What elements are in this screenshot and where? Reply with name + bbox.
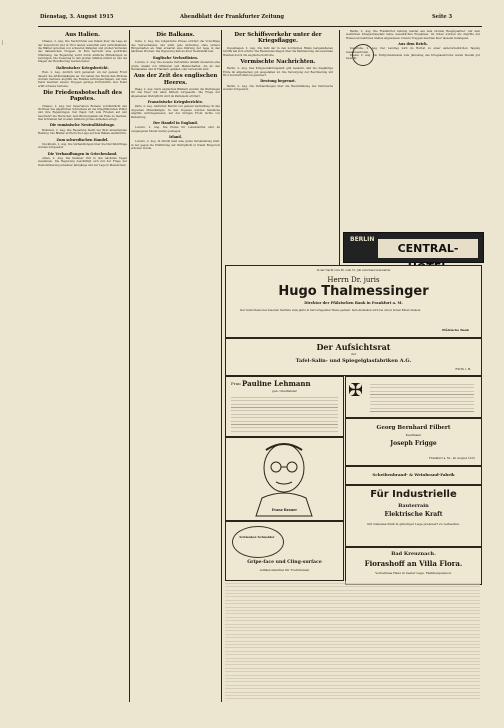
- frigge-name: Joseph Frigge: [390, 440, 437, 447]
- notice-iron-cross: [345, 376, 482, 418]
- article-paragraph: London, 2. Aug. In Dublin fand eine große Versammlung statt, in der gegen die Einführung der Wehrpflicht in Irland Einspruch erhoben wurde.: [131, 140, 220, 151]
- city-seal-icon: [352, 44, 374, 66]
- article-subheading: Französische Kriegsberichte.: [147, 100, 204, 105]
- central-hotel-city: BERLIN: [350, 236, 375, 243]
- small-ads-block: [225, 581, 480, 701]
- article-subheading: Englische Verlustlisten.: [152, 55, 199, 60]
- iron-cross-text-block: [370, 382, 474, 412]
- board-company: Tafel-Salin- und Spiegelglasfabriken A.G.: [295, 358, 412, 364]
- article-paragraph: London, 2. Aug. Die Preise für Lebensmittel sind im vergangenen Monat weiter gestiegen.: [131, 126, 220, 133]
- article-paragraph: Chiasso, 2. Aug. Der Osservatore Romano veröffentlicht den Wortlaut des päpstlichen Schreibens an die kriegführenden Völker und ihre Regierungen. Der Papst ruft zum Frieden auf und beschwört die Herrscher, dem Blutvergießen ein Ende zu machen. Das Schreiben hat in allen Ländern großes Aufsehen erregt.: [38, 104, 127, 122]
- article-paragraph: Haag, 2. Aug. Nach englischen Blättern werden die Werbungen für das Heer mit allen Mitteln fortgesetzt. Die Frage der allgemeinen Wehrpflicht wird im Parlament erörtert.: [131, 88, 220, 98]
- article-subheading: Italienischer Kriegsbericht.: [56, 65, 109, 70]
- article-heading: Der Schiffsverkehr unter der Kriegsflagge.: [234, 32, 322, 45]
- notice-filbert: [345, 418, 482, 466]
- article-subheading: Aus dem Reich.: [398, 42, 428, 47]
- obituary-role: Direktor der Pfälzischen Bank in Frankfurt a. M.: [304, 301, 403, 305]
- article-paragraph: Kopenhagen, 2. Aug. Die Zahl der in den nordischen Häfen festgehaltenen Schiffe hat sich erhöht. Die Reedereien klagen über die Behinderung des neutralen Handels durch die englische Kontrolle.: [223, 46, 333, 57]
- glaser-sub: Adhäsionsmittel für Treibriemen: [259, 568, 310, 572]
- stockist-text: Scheibenbrand- & Weinbrand-Fabrik: [372, 472, 455, 477]
- lehmann-text-block: [231, 395, 338, 433]
- column-divider: [129, 30, 130, 702]
- obituary-body: Der Verstorbene hat unserem Institute viele Jahre in hervorragender Weise gedient. Sein Andenken wird bei uns in hohen Ehren bleiben.: [240, 309, 422, 312]
- column-2: [131, 30, 220, 702]
- article-paragraph: Stockholm, 2. Aug. Die Verhandlungen über die Durchfuhrfrage werden fortgesetzt.: [38, 142, 127, 150]
- board-place: Fürth i. B.: [455, 367, 471, 371]
- portrait-ad: [225, 437, 344, 521]
- article-subheading: Zum schwedischen Handel.: [56, 137, 109, 142]
- article-heading: Die Friedensbotschaft des Papstes.: [43, 89, 122, 103]
- column-1: [38, 30, 127, 702]
- kreuznach-name: Fiorashoff an Villa Flora.: [364, 559, 463, 568]
- obituary-name: Hugo Thalmessinger: [278, 284, 429, 299]
- industry-sub: Bauterrain: [398, 503, 429, 509]
- industry-body: mit Gleisanschluß in günstiger Lage preiswert zu verkaufen.: [367, 522, 460, 526]
- issue-date: Dienstag, 3. August 1915: [40, 14, 114, 20]
- page-number: Seite 3: [432, 14, 453, 20]
- obituary-thalmessinger: [225, 265, 482, 338]
- article-paragraph: Chiasso, 2. Aug. Die Nachrichten aus Italien über die Lage an der Isonzofront und in Tirol lauten weiterhin sehr zurückhaltend; die Blätter sprechen von schweren Kämpfen und großen Verlusten der italienischen Truppen. In Rom herrscht eine gedrückte Stimmung, die Regierung sucht durch amtliche Mitteilungen zu beruhigen. Die Teuerung in den großen Städten nimmt zu und die Klagen der Bevölkerung werden lauter.: [38, 40, 127, 64]
- article-heading: Aus der Zeit des englischen Heeres.: [133, 73, 218, 86]
- article-paragraph: Berlin, 2. Aug. Die Frankfurter Zeitung meldet aus dem Großen Hauptquartier: Auf dem westlichen Kriegsschauplatz keine wesentlichen Ereignisse. Im Osten wurden die Angriffe der Russen an mehreren Stellen abgewiesen. Unsere Truppen machten über tausend Gefangene.: [346, 30, 480, 40]
- binding-margin-mark: ▏: [2, 40, 6, 45]
- article-subheading: Der Handel in England.: [153, 120, 198, 125]
- lehmann-sub: geb. Oberländer: [272, 389, 297, 393]
- obituary-intro: In der Nacht vom 30. zum 31. Juli verschied unerwartet: [316, 269, 391, 272]
- obituary-title: Herrn Dr. juris: [327, 276, 380, 284]
- article-heading: Vermischte Nachrichten.: [240, 58, 316, 65]
- article-heading: Die Balkans.: [156, 32, 195, 38]
- board-title: Der Aufsichtsrat: [316, 342, 391, 352]
- kreuznach-title: Bad Kreuznach.: [391, 551, 436, 557]
- article-paragraph: Sofia, 2. Aug. Die bulgarische Presse erörtert die Vorschläge des Vierverbandes und lehnt jede Abtretung ohne sichere Bürgschaften ab. Man erwartet eine Klärung der Lage in den nächsten Wochen. Die Regierung hält an ihrer Neutralität fest.: [131, 40, 220, 54]
- masthead: [40, 12, 490, 26]
- paper-title: Abendblatt der Frankfurter Zeitung: [180, 14, 285, 20]
- article-paragraph: Bukarest, 2. Aug. Die Regierung bleibt bei ihrer abwartenden Haltung. Die Blätter erörtern die Lage auf dem Balkan ausführlich.: [38, 128, 127, 136]
- portrait-caption: Franz Brauer: [271, 508, 298, 512]
- kreuznach-ad: [345, 547, 482, 585]
- article-paragraph: Paris, 2. Aug. Amtlicher Bericht von gestern nachmittag: In den Argonnen Minenkämpfe. In den Vogesen wurden feindliche Angriffe zurückgewiesen. Auf der übrigen Front nichts von Bedeutung.: [131, 105, 220, 119]
- column-3: [223, 30, 333, 272]
- article-subheading: Irland.: [169, 134, 182, 139]
- column-divider: [339, 30, 340, 265]
- iron-cross-icon: ✠: [348, 380, 364, 401]
- industry-power: Elektrische Kraft: [384, 511, 443, 518]
- glaser-name: Schlenker-Schneider: [239, 535, 275, 539]
- oval-stamp-icon: [232, 526, 284, 558]
- obituary-board: [225, 338, 482, 376]
- industry-title: Für Industrielle: [370, 489, 457, 500]
- filbert-name: Georg Bernhard Filbert: [376, 425, 451, 431]
- central-hotel-name: CENTRAL-: [378, 239, 478, 258]
- article-paragraph: Athen, 2. Aug. Die Kammer tritt in den nächsten Tagen zusammen. Die Regierung beschäftigt sich mit der Frage der Demobilisierung einzelner Jahrgänge und der Lage in Mazedonien.: [38, 157, 127, 167]
- industry-ad: [345, 485, 482, 547]
- kreuznach-body: Vornehmes Haus in bester Lage. Familienpension.: [375, 571, 452, 575]
- masthead-rule: [38, 26, 482, 27]
- filbert-place: Frankfurt a. M., im August 1915: [428, 456, 475, 460]
- notice-lehmann: [225, 376, 344, 437]
- article-paragraph: Rom, 2. Aug. Amtlich wird gemeldet: An der ganzen Front dauern die Artilleriekämpfe an. Im Gebiet des Monte San Michele wurden mehrere Angriffe des Feindes zurückgeschlagen. Auf dem Karst machten unsere Truppen geringe Fortschritte. Der Feind erlitt schwere Verluste.: [38, 71, 127, 88]
- glaser-title: Gripe-face und Cling-surface: [247, 560, 322, 565]
- article-paragraph: Kassel, 2. Aug. Die Feldgottesdienste zum Jahrestag des Kriegsausbruchs waren überall gut besucht.: [346, 54, 480, 61]
- article-subheading: Deutung begrenzt.: [260, 79, 296, 84]
- lehmann-label: Frau: [231, 381, 241, 386]
- column-divider: [221, 30, 222, 702]
- obituary-signature: Pfälzische Bank: [442, 328, 469, 332]
- lehmann-name: Pauline Lehmann: [242, 379, 311, 388]
- article-paragraph: London, 2. Aug. Die neueste Verlustliste umfaßt wiederum eine große Anzahl von Offizieren und Mannschaften, die an den Dardanellen und in Flandern gefallen oder verwundet sind.: [131, 61, 220, 71]
- article-paragraph: Karlsruhe, 2. Aug. Der Landtag wird im Herbst zu einer außerordentlichen Tagung zusammentreten.: [346, 47, 480, 54]
- article-heading: Aus Italien.: [65, 32, 100, 38]
- article-subheading: Die Verhandlungen in Griechenland.: [47, 151, 118, 156]
- board-sub: der: [350, 352, 357, 356]
- article-subheading: Die rumänische Neutralitätsfrage.: [49, 123, 116, 128]
- article-paragraph: Berlin, 2. Aug. Das Kriegsernährungsamt gibt bekannt, daß die diesjährige Ernte im allgemeinen gut ausgefallen ist. Die Versorgung der Bevölkerung mit Brot und Kartoffeln ist gesichert.: [223, 67, 333, 77]
- central-hotel-ad: [343, 232, 484, 263]
- article-paragraph: Berlin, 2. Aug. Die Verhandlungen über die Beschränkung des Verbrauchs werden fortgesetzt.: [223, 84, 333, 92]
- glaser-ad: [225, 521, 344, 581]
- stockist-ad: [345, 466, 482, 485]
- filbert-role: Kaufmann: [405, 433, 422, 437]
